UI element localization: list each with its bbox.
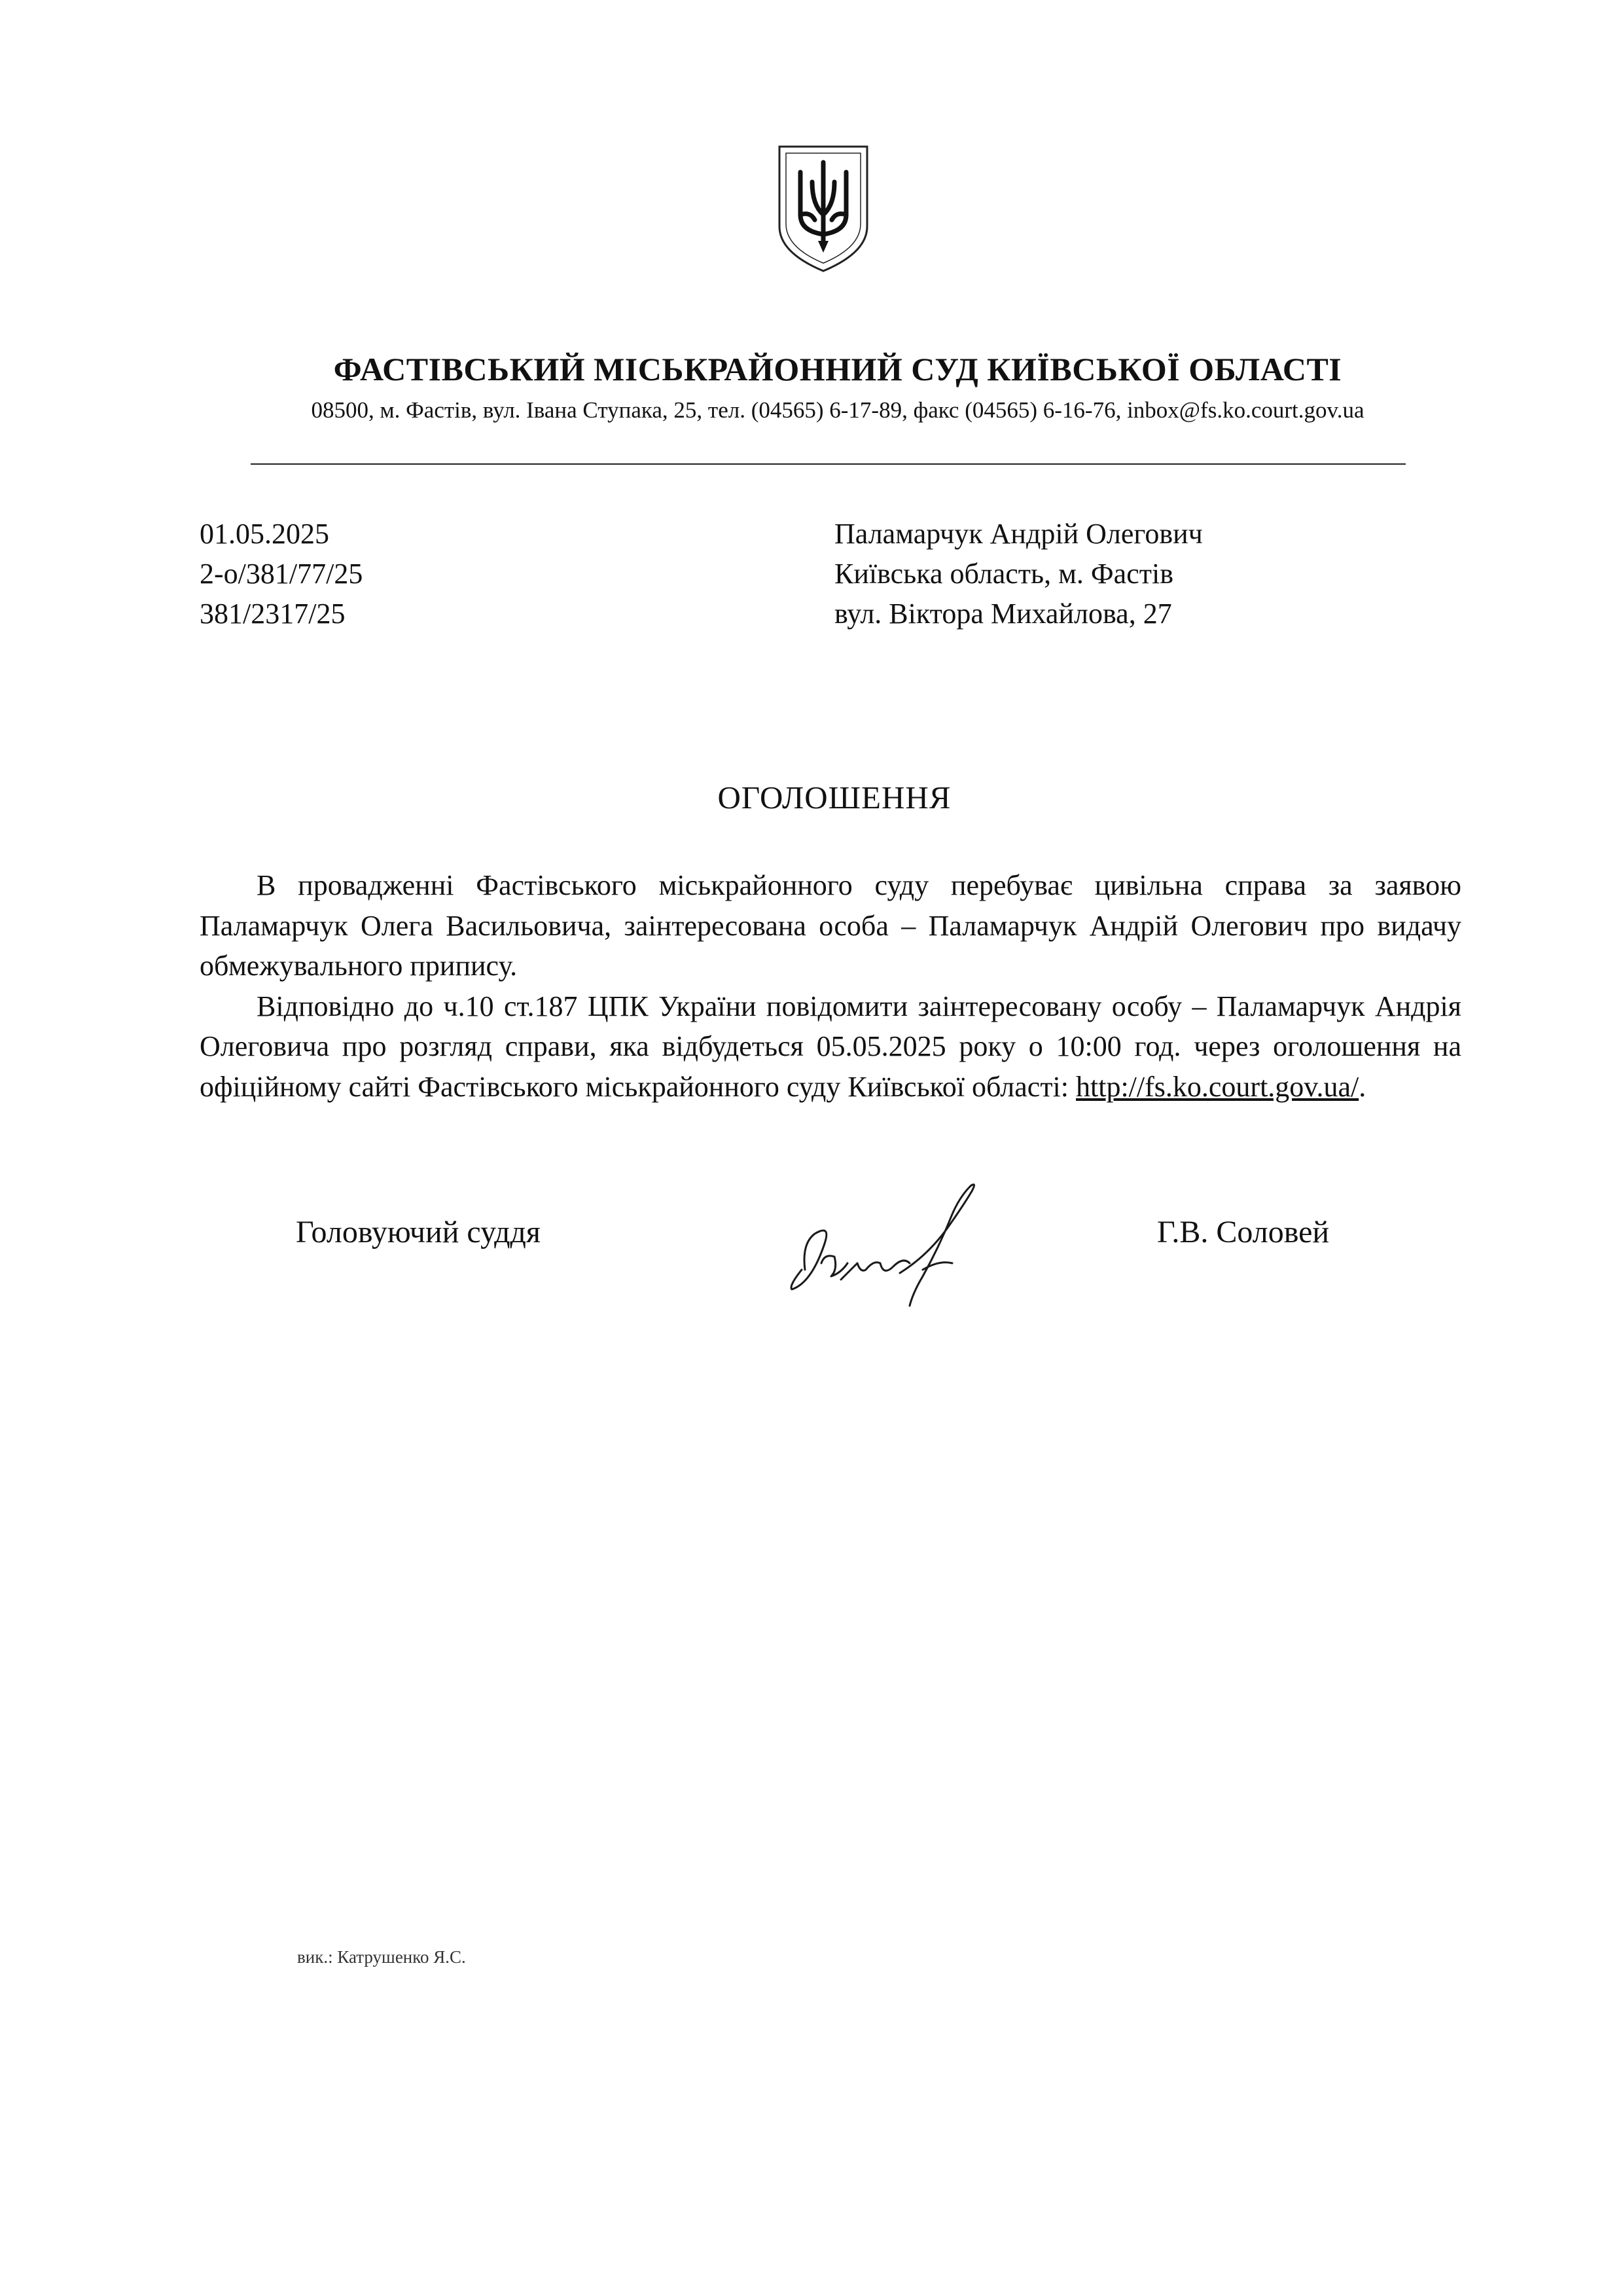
judge-name: Г.В. Соловей <box>1157 1215 1330 1249</box>
handwritten-signature-icon <box>776 1172 1050 1322</box>
recipient-street: вул. Віктора Михайлова, 27 <box>834 598 1172 630</box>
court-website-link[interactable]: http://fs.ko.court.gov.ua/ <box>1076 1070 1359 1103</box>
court-address: 08500, м. Фастів, вул. Івана Ступака, 25, тел. (04565) 6-17-89, факс (04565) 6-16-76, inbox@fs.ko.court.gov.ua <box>311 397 1364 423</box>
case-number: 2-о/381/77/25 <box>200 558 363 590</box>
document-meta <box>200 514 363 634</box>
document-title: ОГОЛОШЕННЯ <box>717 780 952 816</box>
recipient-name: Паламарчук Андрій Олегович <box>834 518 1203 550</box>
court-name: ФАСТІВСЬКИЙ МІСЬКРАЙОННИЙ СУД КИЇВСЬКОЇ ОБЛАСТІ <box>333 351 1342 387</box>
recipient-block <box>834 514 1203 634</box>
document-date: 01.05.2025 <box>200 518 329 550</box>
ukraine-trident-emblem-icon <box>774 143 872 274</box>
paragraph-2-end: . <box>1359 1070 1366 1103</box>
recipient-city: Київська область, м. Фастів <box>834 558 1173 590</box>
executor-note: вик.: Катрушенко Я.С. <box>297 1947 466 1967</box>
proceeding-number: 381/2317/25 <box>200 598 346 630</box>
paragraph-1: В провадженні Фастівського міськрайонного суду перебуває цивільна справа за заявою Паламарчук Олега Васильовича, заінтересована особа – Паламарчук Андрій Олегович про видачу обмежувального припису. <box>200 869 1461 982</box>
paragraph-2-text: Відповідно до ч.10 ст.187 ЦПК України повідомити заінтересовану особу – Паламарчук Андрія Олеговича про розгляд справи, яка відбудеться 05.05.2025 року о 10:00 год. через оголошення на офіційному сайті Фастівського міськрайонного суду Київської області: <box>200 990 1461 1103</box>
header-divider <box>251 463 1406 465</box>
judge-role: Головуючий суддя <box>296 1215 541 1249</box>
paragraph-2 <box>200 986 1461 1107</box>
announcement-body <box>200 865 1461 1107</box>
